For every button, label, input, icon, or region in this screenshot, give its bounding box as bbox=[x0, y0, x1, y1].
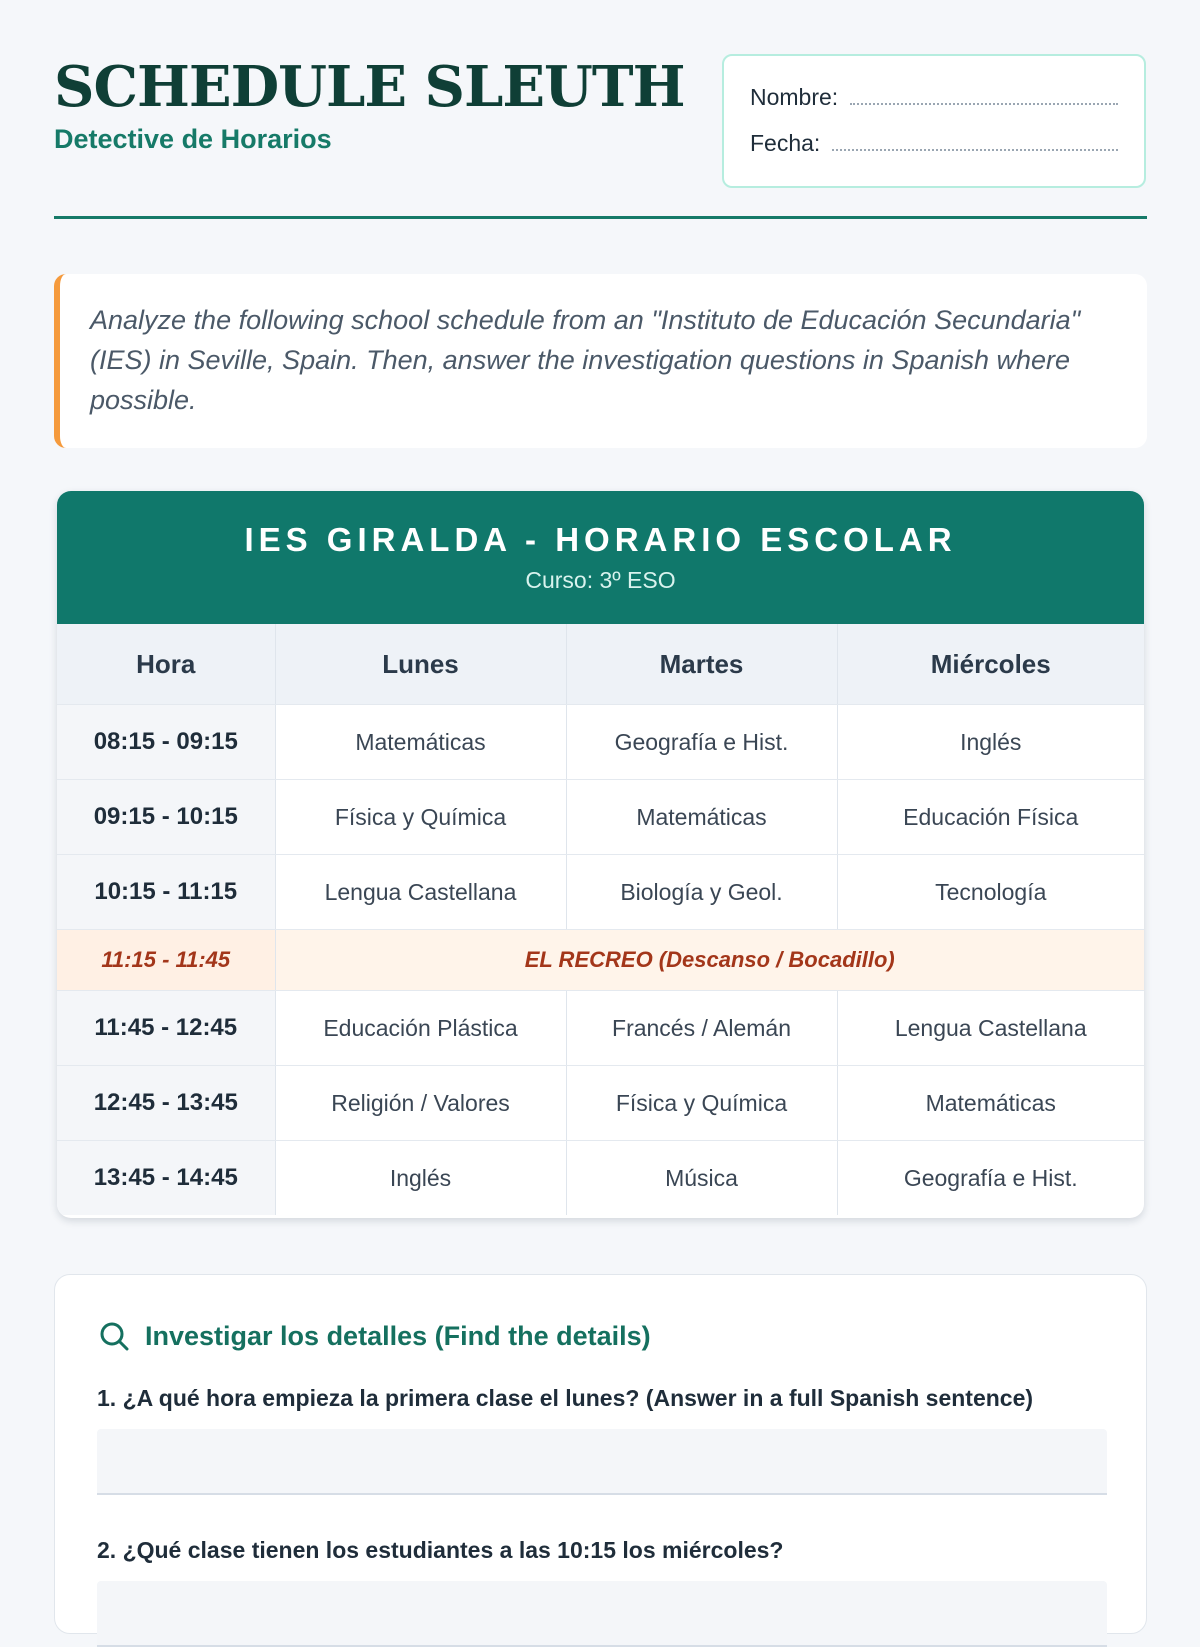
class-cell: Música bbox=[566, 1141, 837, 1216]
class-cell: Francés / Alemán bbox=[566, 991, 837, 1066]
class-cell: Geografía e Hist. bbox=[903, 1164, 1078, 1191]
worksheet-page bbox=[54, 0, 1147, 1563]
page-subtitle: Detective de Horarios bbox=[54, 124, 332, 154]
search-icon bbox=[97, 1319, 131, 1353]
time-cell: 13:45 - 14:45 bbox=[57, 1141, 275, 1216]
name-field[interactable] bbox=[850, 102, 1118, 105]
schedule-table bbox=[57, 624, 1144, 1215]
class-cell: Lengua Castellana bbox=[837, 991, 1144, 1066]
class-cell: Matemáticas bbox=[837, 1066, 1144, 1141]
class-cell: Inglés bbox=[275, 1141, 566, 1216]
time-cell: 12:45 - 13:45 bbox=[57, 1066, 275, 1141]
questions-heading bbox=[97, 1319, 651, 1353]
table-row bbox=[57, 855, 1144, 930]
questions-title: Investigar los detalles (Find the details) bbox=[145, 1320, 651, 1351]
date-label: Fecha: bbox=[750, 130, 821, 156]
table-row bbox=[57, 780, 1144, 855]
table-row bbox=[57, 1141, 1144, 1216]
schedule-title: IES GIRALDA - HORARIO ESCOLAR bbox=[244, 521, 957, 558]
class-cell: Física y Química bbox=[275, 780, 566, 855]
name-row bbox=[750, 84, 1118, 111]
table-row bbox=[57, 705, 1144, 780]
table-row bbox=[57, 1066, 1144, 1141]
break-cell: EL RECREO (Descanso / Bocadillo) bbox=[275, 930, 1144, 991]
time-cell: 08:15 - 09:15 bbox=[57, 705, 275, 780]
schedule-header bbox=[57, 491, 1144, 624]
time-cell: 09:15 - 10:15 bbox=[57, 780, 275, 855]
class-cell: Inglés bbox=[837, 705, 1144, 780]
class-cell: Educación Plástica bbox=[275, 991, 566, 1066]
instructions-callout: Analyze the following school schedule from an "Instituto de Educación Secundaria" (IES) in Seville, Spain. Then, answer the investigation questions in Spanish where possible. bbox=[54, 274, 1147, 448]
schedule-header-row bbox=[57, 624, 1144, 705]
class-cell: Matemáticas bbox=[275, 705, 566, 780]
class-cell: Educación Física bbox=[837, 780, 1144, 855]
questions-card bbox=[54, 1274, 1147, 1634]
column-header: Martes bbox=[566, 624, 837, 705]
table-row bbox=[57, 991, 1144, 1066]
class-cell: Física y Química bbox=[566, 1066, 837, 1141]
date-field[interactable] bbox=[832, 148, 1118, 151]
break-time-cell: 11:15 - 11:45 bbox=[57, 930, 275, 991]
student-info-box bbox=[722, 54, 1146, 188]
question-1-answer-field[interactable] bbox=[97, 1429, 1107, 1495]
name-label: Nombre: bbox=[750, 84, 839, 110]
class-cell: Lengua Castellana bbox=[275, 855, 566, 930]
schedule-card bbox=[57, 491, 1144, 1218]
question-2-answer-field[interactable] bbox=[97, 1581, 1107, 1647]
page-title: SCHEDULE SLEUTH bbox=[54, 54, 685, 120]
class-cell: Religión / Valores bbox=[275, 1066, 566, 1141]
question-2-text: 2. ¿Qué clase tienen los estudiantes a las 10:15 los miércoles? bbox=[97, 1537, 784, 1563]
column-header: Hora bbox=[57, 624, 275, 705]
question-1-text: 1. ¿A qué hora empieza la primera clase el lunes? (Answer in a full Spanish sentence) bbox=[97, 1385, 1034, 1411]
schedule-course: Curso: 3º ESO bbox=[525, 567, 676, 593]
column-header: Lunes bbox=[275, 624, 566, 705]
class-cell: Matemáticas bbox=[566, 780, 837, 855]
class-cell: Geografía e Hist. bbox=[566, 705, 837, 780]
date-row bbox=[750, 130, 1118, 157]
class-cell: Biología y Geol. bbox=[566, 855, 837, 930]
time-cell: 11:45 - 12:45 bbox=[57, 991, 275, 1066]
break-row bbox=[57, 930, 1144, 991]
column-header: Miércoles bbox=[837, 624, 1144, 705]
header-divider bbox=[54, 216, 1147, 219]
time-cell: 10:15 - 11:15 bbox=[57, 855, 275, 930]
class-cell: Tecnología bbox=[837, 855, 1144, 930]
worksheet-header bbox=[54, 0, 1147, 220]
